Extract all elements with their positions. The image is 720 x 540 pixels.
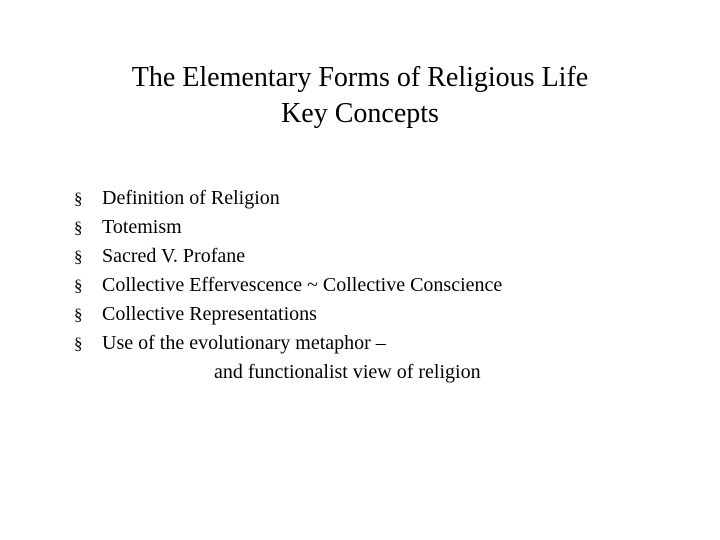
section-sign-bullet-icon: §	[74, 218, 83, 237]
bullet-text: Use of the evolutionary metaphor –	[102, 332, 386, 354]
bullet-list	[74, 184, 502, 387]
bullet-item-evolutionary-metaphor	[74, 329, 502, 387]
bullet-continuation-text: and functionalist view of religion	[214, 361, 481, 383]
section-sign-bullet-icon: §	[74, 334, 83, 353]
bullet-text: Totemism	[102, 216, 182, 238]
section-sign-bullet-icon: §	[74, 247, 83, 266]
bullet-item-definition-of-religion	[74, 184, 502, 213]
bullet-item-totemism	[74, 213, 502, 242]
section-sign-bullet-icon: §	[74, 189, 83, 208]
slide-title	[0, 60, 720, 132]
section-sign-bullet-icon: §	[74, 305, 83, 324]
bullet-item-collective-representations	[74, 300, 502, 329]
bullet-text: Collective Effervescence ~ Collective Conscience	[102, 274, 503, 296]
title-line-1: The Elementary Forms of Religious Life	[131, 62, 589, 93]
bullet-text: Sacred V. Profane	[102, 245, 246, 267]
bullet-text: Definition of Religion	[102, 187, 280, 209]
bullet-text: Collective Representations	[102, 303, 317, 325]
bullet-item-sacred-profane	[74, 242, 502, 271]
bullet-item-collective-effervescence	[74, 271, 502, 300]
title-line-2: Key Concepts	[281, 98, 439, 129]
section-sign-bullet-icon: §	[74, 276, 83, 295]
